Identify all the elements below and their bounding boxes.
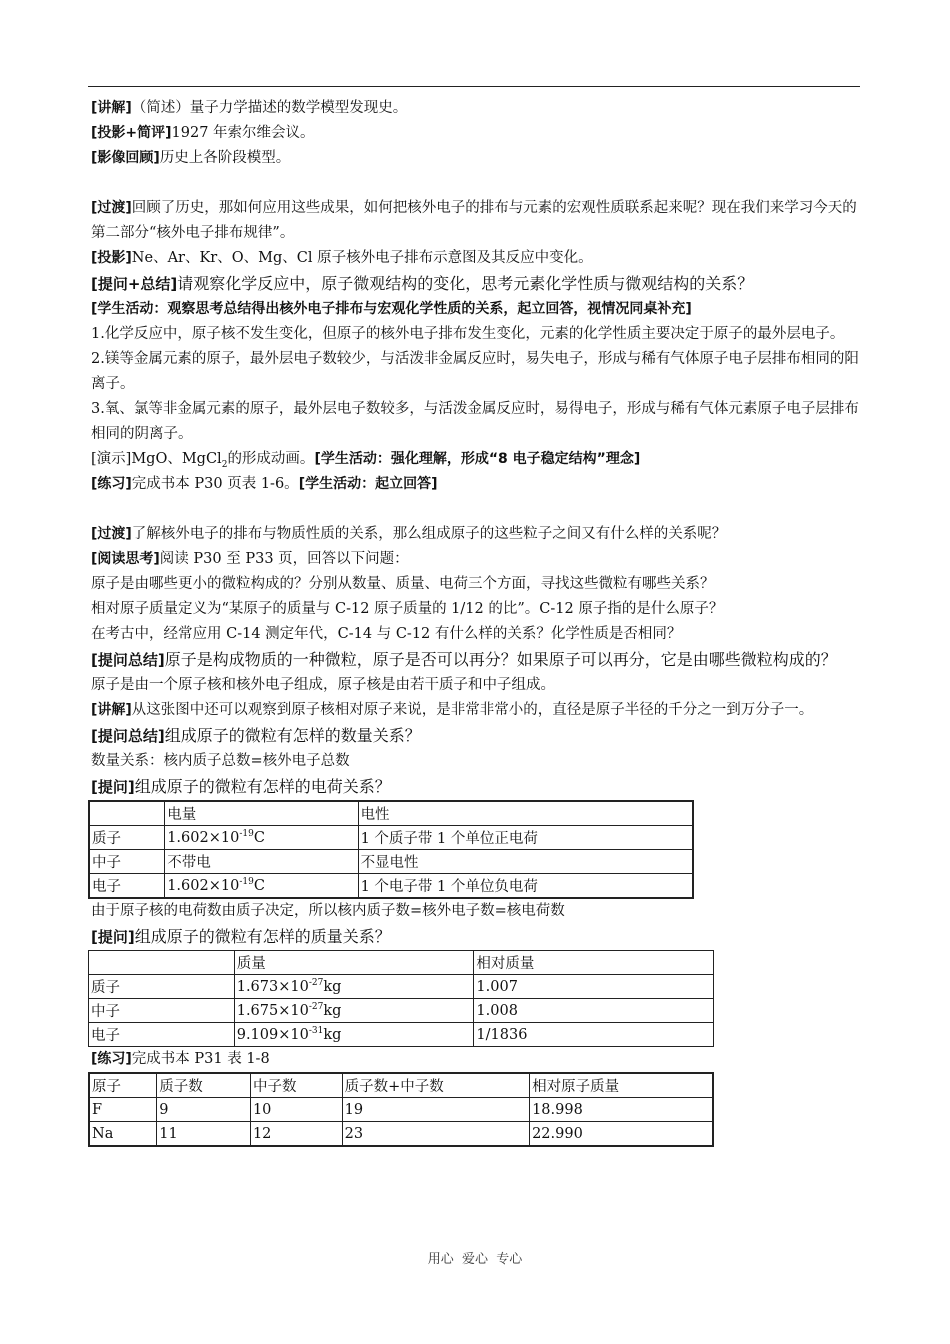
- para-projection-2: [投影]Ne、Ar、Kr、O、Mg、Cl 原子核外电子排布示意图及其反应中变化。: [91, 250, 593, 266]
- page-footer: 用心 爱心 专心: [427, 1252, 523, 1267]
- para-student-activity: [91, 297, 863, 322]
- para-question-count: [提问总结]组成原子的微粒有怎样的数量关系？: [91, 726, 421, 745]
- tag: [影像回顾]: [91, 150, 160, 166]
- tag: [提问总结]: [91, 727, 165, 745]
- para-q2: 相对原子质量定义为“某原子的质量与 C-12 原子质量的 1/12 的比”。C-12 原子指的是什么原子？: [91, 601, 724, 617]
- para-video-review: [影像回顾]历史上各阶段模型。: [91, 150, 291, 166]
- tag: [讲解]: [91, 702, 132, 718]
- para-q3: 在考古中，经常应用 C-14 测定年代，C-14 与 C-12 有什么样的关系？化学性质是否相同？: [91, 626, 682, 642]
- table-row: 电子 $1.602\times 10^{-19}C$ 1 个电子带 1 个单位负电荷: [89, 874, 693, 899]
- table-header-row: 质量 相对质量: [89, 951, 714, 975]
- para-count-relation: 数量关系：核内质子总数=核外电子总数: [91, 753, 350, 769]
- table-row: F 9 10 19 18.998: [89, 1098, 713, 1122]
- tag: [投影+简评]: [91, 125, 172, 141]
- tag: [讲解]: [91, 100, 132, 116]
- charge-table: [88, 800, 694, 899]
- tag: [阅读思考]: [91, 551, 160, 567]
- tag: [投影]: [91, 250, 132, 266]
- mass-table: [88, 950, 714, 1047]
- tag: [提问总结]: [91, 651, 165, 669]
- tag: [练习]: [91, 1051, 132, 1067]
- table-row: 质子 $1.673\times 10^{-27}kg$ 1.007: [89, 975, 714, 999]
- para-question-charge: [提问]组成原子的微粒有怎样的电荷关系？: [91, 777, 391, 796]
- tag: [提问]: [91, 928, 135, 946]
- tag: [过渡]: [91, 200, 132, 216]
- table-header-row: 电量 电性: [89, 801, 693, 826]
- atom-table: [88, 1072, 714, 1147]
- para-charge-relation: 由于原子核的电荷数由质子决定，所以核内质子数=核外电子数=核电荷数: [91, 903, 565, 919]
- tag: [学生活动：观察思考总结得出核外电子排布与宏观化学性质的关系，起立回答，视情况同桌补充]: [91, 301, 692, 317]
- para-point-3: 3.氧、氯等非金属元素的原子，最外层电子数较多，与活泼金属反应时，易得电子，形成与稀有气体元素原子电子层排布相同的阴离子。: [91, 401, 859, 442]
- para-projection: [投影+简评]1927 年索尔维会议。: [91, 125, 315, 141]
- para-reading: [阅读思考]阅读 P30 至 P33 页，回答以下问题：: [91, 551, 409, 567]
- para-lecture-history: [讲解]（简述）量子力学描述的数学模型发现史。: [91, 100, 408, 116]
- table-row: 中子 不带电 不显电性: [89, 850, 693, 874]
- para-transition-2: [过渡]了解核外电子的排布与物质性质的关系，那么组成原子的这些粒子之间又有什么样的关系呢？: [91, 526, 727, 542]
- para-transition-1: [过渡]回顾了历史，那如何应用这些成果，如何把核外电子的排布与元素的宏观性质联系起来呢？现在我们来学习今天的第二部分“核外电子排布规律”。: [91, 200, 857, 241]
- tag: [练习]: [91, 476, 132, 492]
- tag: [提问+总结]: [91, 275, 178, 293]
- tag: [过渡]: [91, 526, 132, 542]
- table-header-row: 原子 质子数 中子数 质子数+中子数 相对原子质量: [89, 1073, 713, 1098]
- table-row: 中子 $1.675\times 10^{-27}kg$ 1.008: [89, 999, 714, 1023]
- para-demo: [演示]MgO、MgCl$_2$的形成动画。[学生活动：强化理解，形成“8 电子稳定结构”理念]: [91, 451, 641, 470]
- para-question-mass: [提问]组成原子的微粒有怎样的质量关系？: [91, 927, 391, 946]
- para-exercise-2: [练习]完成书本 P31 表 1-8: [91, 1051, 270, 1067]
- tag: [学生活动：强化理解，形成“8 电子稳定结构”理念]: [314, 451, 641, 467]
- header-rule: [88, 86, 860, 87]
- para-lecture-nucleus: [讲解]从这张图中还可以观察到原子核相对原子来说，是非常非常小的，直径是原子半径的千分之一到万分子一。: [91, 702, 814, 718]
- tag: [学生活动：起立回答]: [298, 476, 438, 492]
- table-row: 质子 $1.602\times 10^{-19}C$ 1 个质子带 1 个单位正电荷: [89, 826, 693, 850]
- table-row: Na 11 12 23 22.990: [89, 1122, 713, 1147]
- document-body: [91, 96, 863, 1147]
- para-q1: 原子是由哪些更小的微粒构成的？分别从数量、质量、电荷三个方面，寻找这些微粒有哪些关系？: [91, 576, 715, 592]
- para-question-summary: [提问+总结]请观察化学反应中，原子微观结构的变化，思考元素化学性质与微观结构的关系？: [91, 274, 754, 293]
- para-atom-composition: 原子是由一个原子核和核外电子组成，原子核是由若干质子和中子组成。: [91, 677, 555, 693]
- para-exercise-1: [练习]完成书本 P30 页表 1-6。[学生活动：起立回答]: [91, 476, 438, 492]
- tag: [提问]: [91, 778, 135, 796]
- para-question-atom: [提问总结]原子是构成物质的一种微粒，原子是否可以再分？如果原子可以再分，它是由哪些微粒构成的？: [91, 650, 837, 669]
- table-row: 电子 $9.109\times 10^{-31}kg$ 1/1836: [89, 1023, 714, 1047]
- para-point-1: 1.化学反应中，原子核不发生变化，但原子的核外电子排布发生变化，元素的化学性质主要决定于原子的最外层电子。: [91, 326, 845, 342]
- para-point-2: 2.镁等金属元素的原子，最外层电子数较少，与活泼非金属反应时，易失电子，形成与稀有气体原子电子层排布相同的阳离子。: [91, 351, 859, 392]
